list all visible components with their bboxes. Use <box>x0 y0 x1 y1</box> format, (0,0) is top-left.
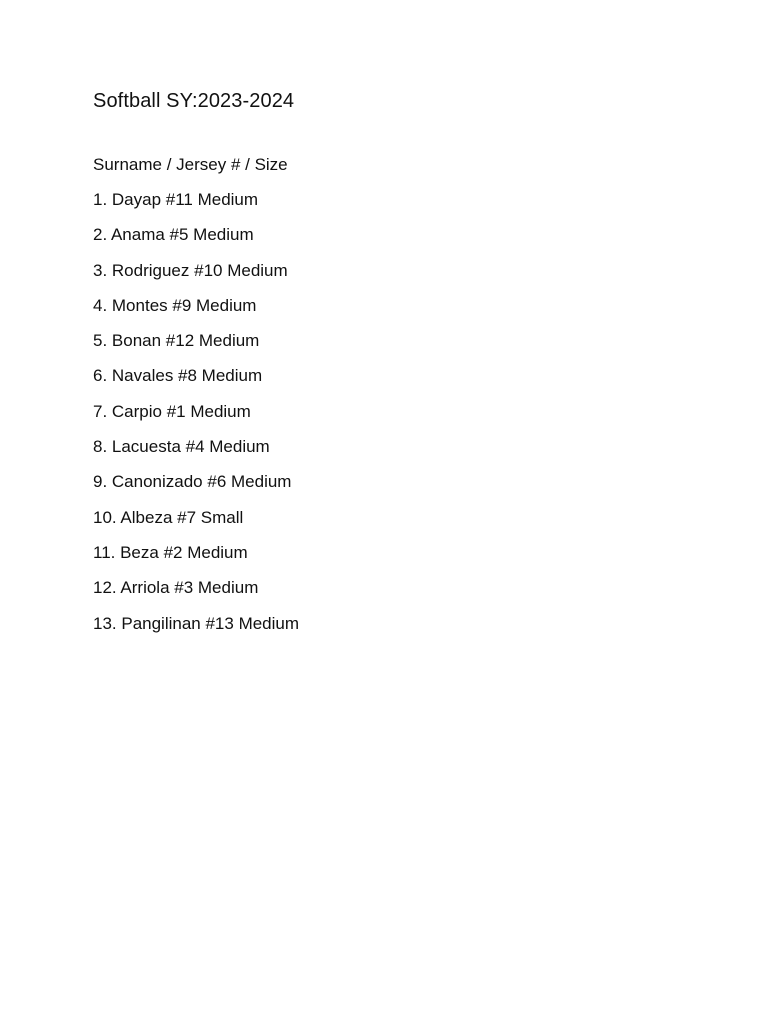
roster-item: 12. Arriola #3 Medium <box>93 578 259 598</box>
roster-item: 8. Lacuesta #4 Medium <box>93 437 270 457</box>
roster-item: 2. Anama #5 Medium <box>93 225 254 245</box>
roster-item: 5. Bonan #12 Medium <box>93 331 260 351</box>
roster-item: 6. Navales #8 Medium <box>93 366 263 386</box>
roster-item: 4. Montes #9 Medium <box>93 295 257 315</box>
roster-item: 13. Pangilinan #13 Medium <box>93 613 300 633</box>
roster-item: 11. Beza #2 Medium <box>93 542 248 562</box>
roster-item: 9. Canonizado #6 Medium <box>93 472 292 492</box>
document-title: Softball SY:2023-2024 <box>93 90 295 112</box>
document-page <box>93 87 713 633</box>
roster-item: 7. Carpio #1 Medium <box>93 401 251 421</box>
column-header: Surname / Jersey # / Size <box>93 155 288 174</box>
roster-list <box>93 189 299 648</box>
roster-item: 3. Rodriguez #10 Medium <box>93 260 288 280</box>
roster-item: 10. Albeza #7 Small <box>93 507 244 527</box>
roster-item: 1. Dayap #11 Medium <box>93 190 259 209</box>
